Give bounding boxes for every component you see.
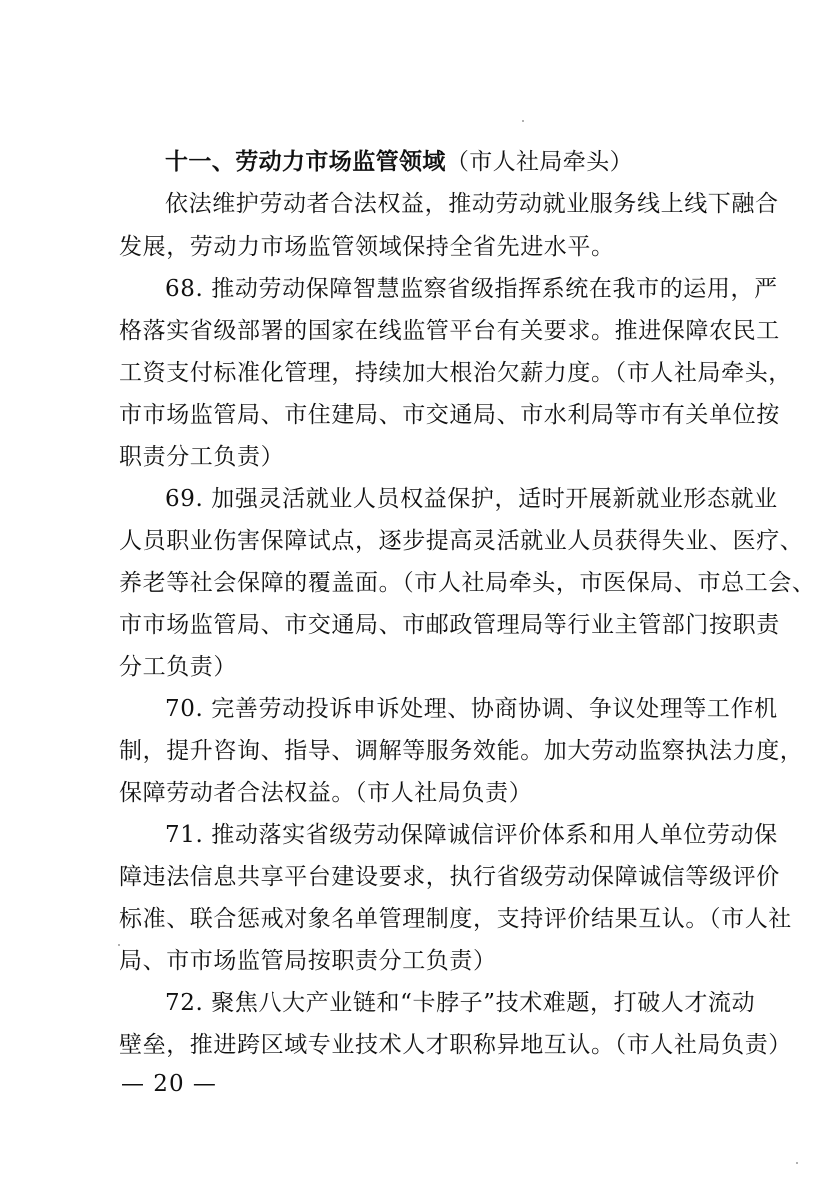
paragraph-68-line: 格落实省级部署的国家在线监管平台有关要求。推进保障农民工 [119,318,780,344]
paragraph-70-line: 制，提升咨询、指导、调解等服务效能。加大劳动监察执法力度， [119,738,804,764]
paragraph-69-line: 市市场监管局、市交通局、市邮政管理局等行业主管部门按职责 [119,612,780,638]
paragraph-72-line: 壁垒，推进跨区域专业技术人才职称异地互认。（市人社局负责） [119,1032,792,1058]
paragraph-71-line: 标准、联合惩戒对象名单管理制度，支持评价结果互认。（市人社 [119,906,792,932]
scan-speck [118,944,120,946]
paragraph-69-line: 养老等社会保障的覆盖面。（市人社局牵头，市医保局、市总工会、 [119,570,816,596]
paragraph-70-line: 保障劳动者合法权益。（市人社局负责） [119,780,533,806]
paragraph-68-line: 职责分工负责） [119,444,285,470]
paragraph-69-line: 69. 加强灵活就业人员权益保护，适时开展新就业形态就业 [165,486,778,512]
paragraph-68-line: 68. 推动劳动保障智慧监察省级指挥系统在我市的运用，严 [165,276,778,302]
page-number: — 20 — [121,1071,217,1097]
paragraph-70-line: 70. 完善劳动投诉申诉处理、协商协调、争议处理等工作机 [165,696,778,722]
paragraph-69-line: 分工负责） [119,654,237,680]
paragraph-71-line: 局、市市场监管局按职责分工负责） [119,948,497,974]
paragraph-72-line: 72. 聚焦八大产业链和“卡脖子”技术难题，打破人才流动 [165,990,756,1016]
scan-speck [796,1162,798,1164]
paragraph-71-line: 71. 推动落实省级劳动保障诚信评价体系和用人单位劳动保 [165,822,778,848]
paragraph-intro-line: 发展，劳动力市场监管领域保持全省先进水平。 [119,234,615,260]
paragraph-intro-line: 依法维护劳动者合法权益，推动劳动就业服务线上线下融合 [165,191,779,217]
section-heading-title: 十一、劳动力市场监管领域 [165,149,446,175]
section-heading-lead: （市人社局牵头） [445,149,634,175]
paragraph-68-line: 市市场监管局、市住建局、市交通局、市水利局等市有关单位按 [119,402,780,428]
section-heading [165,140,633,184]
paragraph-68-line: 工资支付标准化管理，持续加大根治欠薪力度。（市人社局牵头， [119,360,792,386]
paragraph-71-line: 障违法信息共享平台建设要求，执行省级劳动保障诚信等级评价 [119,864,780,890]
scan-speck [522,120,524,122]
paragraph-69-line: 人员职业伤害保障试点，逐步提高灵活就业人员获得失业、医疗、 [119,528,804,554]
